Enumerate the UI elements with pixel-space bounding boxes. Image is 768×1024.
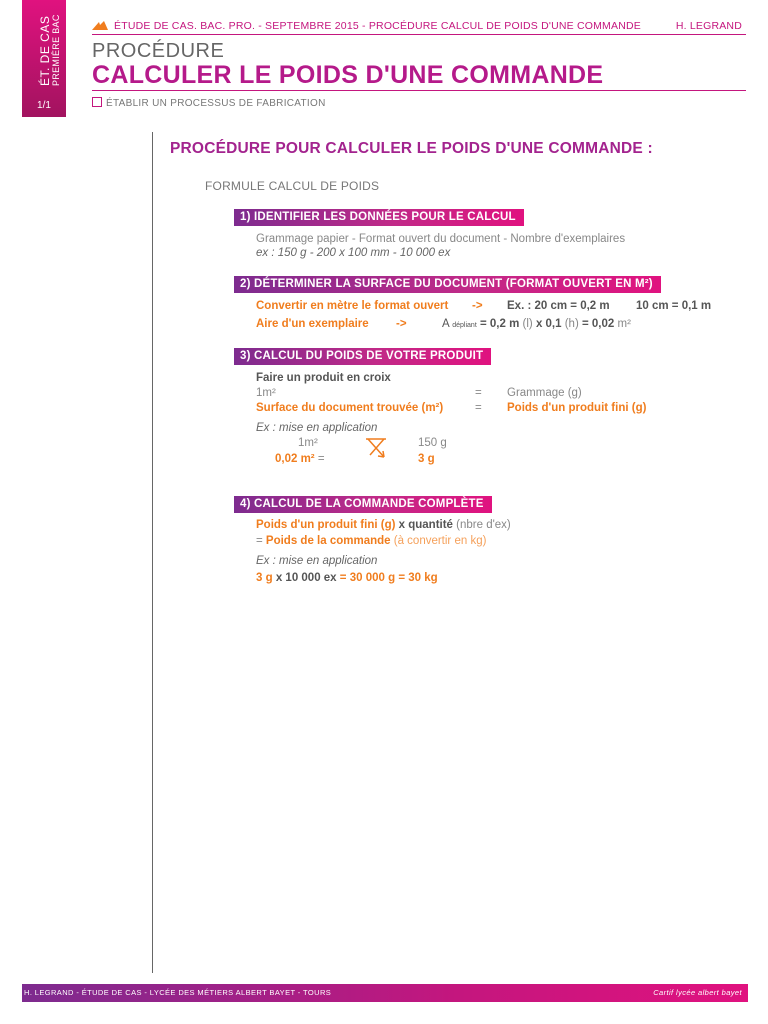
s4-p2-c: (à convertir en kg) xyxy=(393,535,487,547)
s2-r2-label: Aire d'un exemplaire xyxy=(256,318,369,330)
s3-ex-label: Ex : mise en application xyxy=(256,422,378,434)
title-divider xyxy=(92,90,746,91)
s3-l2-left: Surface du document trouvée (m²) xyxy=(256,402,444,414)
s4-ex-30kg: 30 kg xyxy=(408,572,438,584)
s3-l2-eq: = xyxy=(475,402,482,414)
section-4-title: 4) CALCUL DE LA COMMANDE COMPLÈTE xyxy=(234,496,492,513)
s2-r2-formula xyxy=(442,318,631,330)
vertical-rule xyxy=(152,132,153,973)
s4-ex-row xyxy=(256,572,438,584)
s3-ex-3g: 3 g xyxy=(418,453,435,465)
s2-r2-a: A xyxy=(442,318,450,330)
s2-r2-eq1: = 0,2 m xyxy=(479,318,520,330)
s3-l1-left: 1m² xyxy=(256,387,276,399)
s4-ex-30000: 30 000 g xyxy=(349,572,396,584)
page-title: CALCULER LE POIDS D'UNE COMMANDE xyxy=(92,61,604,89)
checkbox-icon xyxy=(92,97,102,107)
s2-r2-unit: m² xyxy=(617,318,631,330)
title-small: PROCÉDURE xyxy=(92,40,225,62)
footer-text: H. LEGRAND - ÉTUDE DE CAS - LYCÉE DES MÉTIERS ALBERT BAYET - TOURS xyxy=(24,988,332,997)
main-heading: PROCÉDURE POUR CALCULER LE POIDS D'UNE COMMANDE : xyxy=(170,140,653,157)
subtitle-text: ÉTABLIR UN PROCESSUS DE FABRICATION xyxy=(106,98,326,109)
s2-r1-arrow: -> xyxy=(472,300,483,312)
s2-r2-arrow: -> xyxy=(396,318,407,330)
section-1-title: 1) IDENTIFIER LES DONNÉES POUR LE CALCUL xyxy=(234,209,524,226)
s3-ex-row2 xyxy=(275,453,325,465)
school-logo-icon xyxy=(92,21,108,30)
s2-r2-x: x 0,1 xyxy=(535,318,562,330)
s2-r1-example2: 10 cm = 0,1 m xyxy=(636,300,712,312)
subtitle xyxy=(92,97,326,109)
side-line1: ÉT. DE CAS xyxy=(38,15,52,86)
section-2-title: 2) DÉTERMINER LA SURFACE DU DOCUMENT (FORMAT OUVERT EN M²) xyxy=(234,276,661,293)
s2-r2-l: (l) xyxy=(522,318,533,330)
s3-ex-150g: 150 g xyxy=(418,437,447,449)
s1-line1: Grammage papier - Format ouvert du document - Nombre d'exemplaires xyxy=(256,233,626,245)
s4-p1-b: x quantité xyxy=(398,519,453,531)
s4-p1-a: Poids d'un produit fini (g) xyxy=(256,519,396,531)
s3-ex-1m2: 1m² xyxy=(298,437,318,449)
cross-multiply-icon xyxy=(364,437,388,461)
s3-ex-002: 0,02 m² xyxy=(275,453,315,465)
s4-p2-b: Poids de la commande xyxy=(265,535,391,547)
side-tab-label xyxy=(40,6,62,86)
s3-ex-eq: = xyxy=(317,453,325,465)
s2-r2-result: = 0,02 xyxy=(581,318,615,330)
s4-p2-a: = xyxy=(256,535,263,547)
s3-l2-right: Poids d'un produit fini (g) xyxy=(507,402,647,414)
s4-ex-label: Ex : mise en application xyxy=(256,555,378,567)
footer-logos: Cartif lycée albert bayet xyxy=(653,988,742,997)
header-author: H. LEGRAND xyxy=(675,20,742,32)
s3-croix: Faire un produit en croix xyxy=(256,372,391,384)
s2-r2-sub: dépliant xyxy=(452,322,477,329)
header-bar xyxy=(92,20,746,35)
side-line2: PREMIÈRE BAC xyxy=(51,14,61,86)
s4-ex-eq2: = xyxy=(398,572,406,584)
s4-p2 xyxy=(256,535,486,547)
s4-p1-c: (nbre d'ex) xyxy=(456,519,511,531)
s3-l1-eq: = xyxy=(475,387,482,399)
formule-label: FORMULE CALCUL DE POIDS xyxy=(205,179,380,193)
s4-ex-x: x 10 000 ex xyxy=(275,572,337,584)
s1-line2: ex : 150 g - 200 x 100 mm - 10 000 ex xyxy=(256,247,451,259)
s2-r1-label: Convertir en mètre le format ouvert xyxy=(256,300,449,312)
s4-ex-eq1: = xyxy=(339,572,347,584)
section-3-title: 3) CALCUL DU POIDS DE VOTRE PRODUIT xyxy=(234,348,491,365)
footer-bar xyxy=(22,984,748,1002)
s4-p1 xyxy=(256,519,511,531)
header-text: ÉTUDE DE CAS. BAC. PRO. - SEPTEMBRE 2015 - PROCÉDURE CALCUL DE POIDS D'UNE COMMANDE xyxy=(114,20,641,32)
s3-l1-right: Grammage (g) xyxy=(507,387,582,399)
s4-ex-3g: 3 g xyxy=(256,572,273,584)
side-tab xyxy=(22,0,66,117)
s2-r1-example: Ex. : 20 cm = 0,2 m xyxy=(507,300,610,312)
page-number: 1/1 xyxy=(37,100,51,111)
s2-r2-h: (h) xyxy=(564,318,579,330)
